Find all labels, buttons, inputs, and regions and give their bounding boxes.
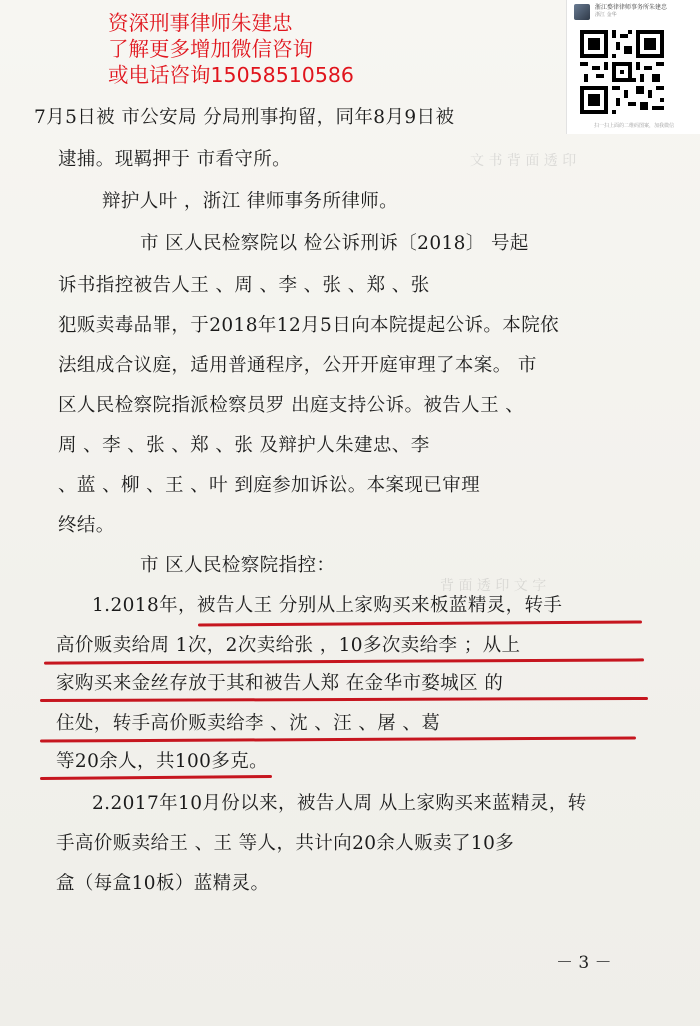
red-underline (40, 697, 648, 702)
doc-line-13: 1.2018年，被告人王 分别从上家购买来板蓝精灵，转手 (92, 595, 563, 616)
doc-line-15: 家购买来金丝存放于其和被告人郑 在金华市婺城区 的 (56, 673, 504, 694)
doc-line-1: 7月5日被 市公安局 分局刑事拘留，同年8月9日被 (34, 107, 455, 128)
advert-line-2: 了解更多增加微信咨询 (108, 37, 313, 61)
doc-line-12: 市 区人民检察院指控： (140, 555, 336, 576)
doc-line-16: 住处，转手高价贩卖给李 、沈 、汪 、屠 、葛 (56, 713, 441, 734)
lawyer-advert (108, 10, 354, 88)
doc-line-6: 犯贩卖毒品罪，于2018年12月5日向本院提起公诉。本院依 (58, 315, 559, 336)
doc-line-2: 逮捕。现羁押于 市看守所。 (58, 149, 292, 170)
doc-line-20: 盒（每盒10板）蓝精灵。 (56, 873, 270, 894)
qr-card-name: 浙江婺律律师事务所朱建忠 (595, 4, 668, 11)
avatar (574, 4, 590, 20)
qr-caption: 扫一扫上面的二维码图案，加我微信 (593, 123, 674, 129)
doc-line-3: 辩护人叶 ，浙江 律师事务所律师。 (102, 191, 399, 212)
qr-code-icon[interactable] (580, 30, 664, 114)
advert-line-1: 资深刑事律师朱建忠 (108, 11, 293, 35)
red-underline (40, 736, 636, 742)
doc-line-11: 终结。 (58, 515, 115, 536)
doc-line-19: 手高价贩卖给王 、王 等人，共计向20余人贩卖了10多 (56, 833, 515, 854)
qr-card-location: 浙江 金华 (595, 12, 617, 18)
red-underline (44, 658, 644, 664)
qr-card-header (574, 4, 667, 20)
doc-line-14: 高价贩卖给周 1次，2次卖给张 ，10多次卖给李 ；从上 (56, 635, 521, 656)
doc-line-9: 周 、李 、张 、郑 、张 及辩护人朱建忠、李 (58, 435, 430, 456)
red-underline (40, 775, 272, 780)
wechat-qr-card[interactable] (566, 0, 700, 134)
doc-line-18: 2.2017年10月份以来，被告人周 从上家购买来蓝精灵，转 (92, 793, 587, 814)
doc-line-8: 区人民检察院指派检察员罗 出庭支持公诉。被告人王 、 (58, 395, 525, 416)
doc-line-4: 市 区人民检察院以 检公诉刑诉〔2018〕 号起 (140, 233, 529, 254)
red-underline (198, 620, 642, 626)
doc-line-17: 等20余人，共100多克。 (56, 751, 269, 772)
doc-line-10: 、蓝 、柳 、王 、叶 到庭参加诉讼。本案现已审理 (58, 475, 481, 496)
doc-line-5: 诉书指控被告人王 、周 、李 、张 、郑 、张 (58, 275, 430, 296)
doc-line-7: 法组成合议庭，适用普通程序，公开开庭审理了本案。 市 (58, 355, 537, 376)
bleed-through-text: 文 书 背 面 透 印 (470, 153, 577, 169)
bleed-through-text: 背 面 透 印 文 字 (440, 578, 547, 594)
page-number: － 3 － (556, 953, 612, 973)
advert-line-3: 或电话咨询15058510586 (108, 63, 354, 87)
